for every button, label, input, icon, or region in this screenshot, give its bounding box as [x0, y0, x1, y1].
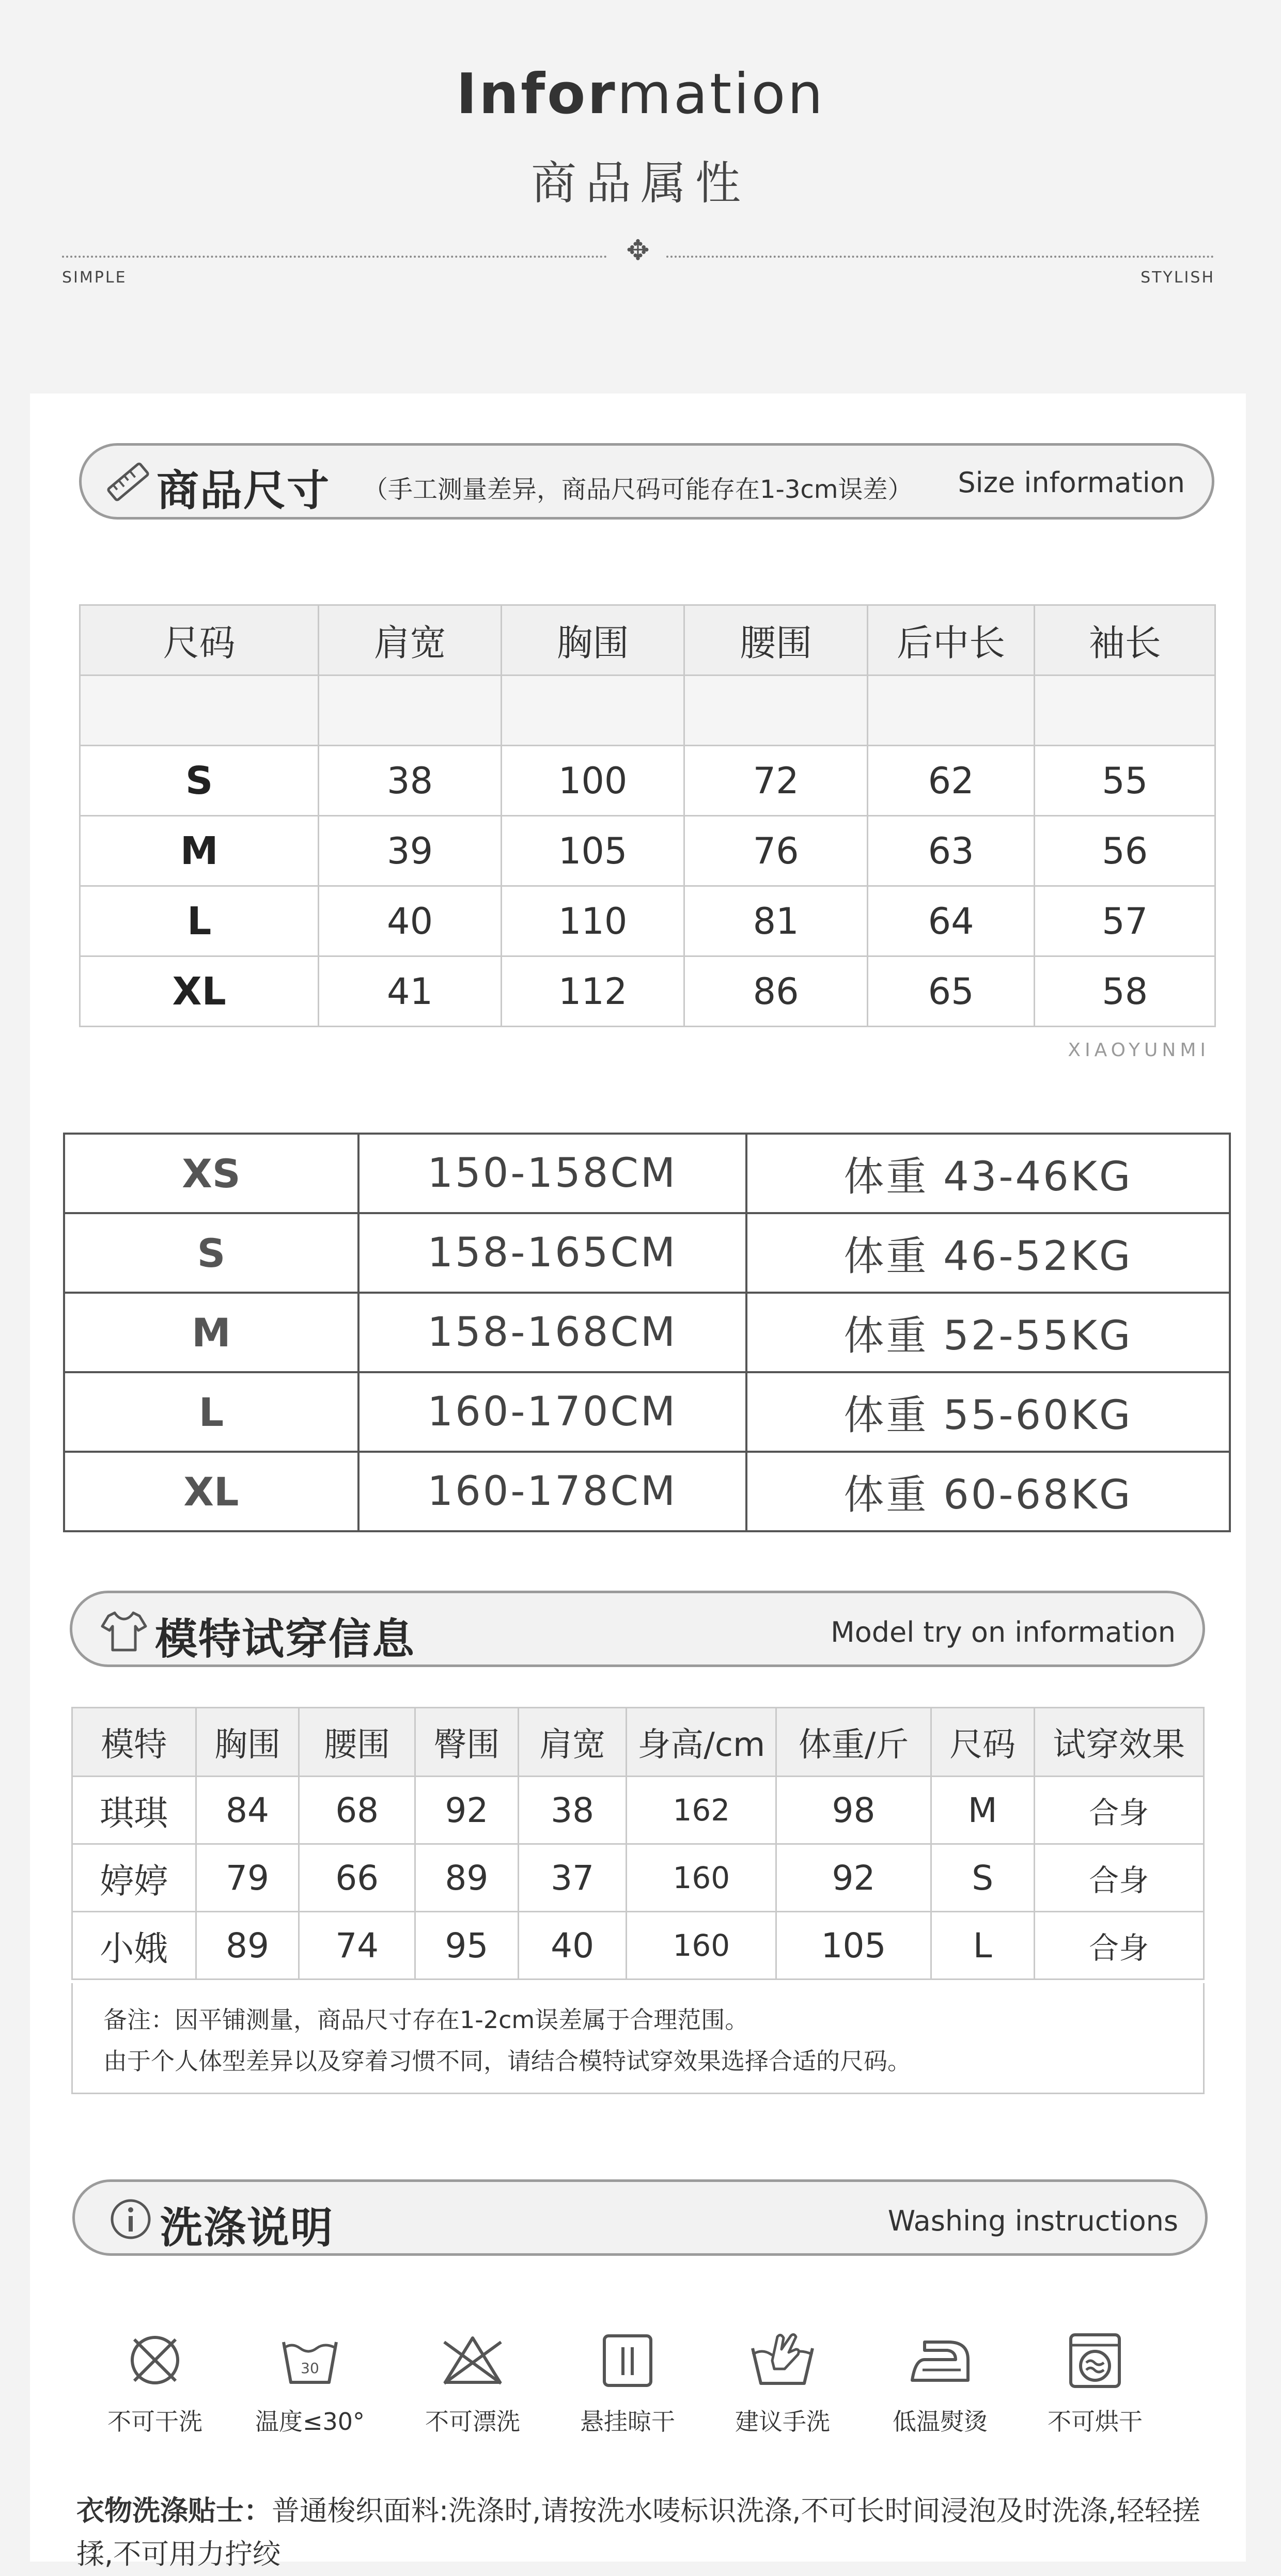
wash-label: 温度≤30°: [255, 2408, 365, 2436]
wash-item: [85, 2327, 225, 2437]
value-cell: 38: [518, 1777, 627, 1844]
model-note-box: [71, 1983, 1205, 2094]
value-cell: 92: [776, 1844, 931, 1912]
shirt-icon: [99, 1606, 149, 1655]
height-cell: 160-178CM: [358, 1452, 746, 1531]
table-row: [80, 886, 1215, 956]
value-cell: 76: [684, 816, 868, 886]
height-cell: 150-158CM: [358, 1134, 746, 1213]
value-cell: 合身: [1034, 1844, 1204, 1912]
tag-stylish: STYLISH: [1141, 269, 1215, 287]
wash-section-title: 洗涤说明: [160, 2204, 334, 2253]
value-cell: 100: [501, 746, 684, 816]
value-cell: 63: [867, 816, 1035, 886]
model-table-header: [72, 1708, 1204, 1777]
height-cell: 158-168CM: [358, 1293, 746, 1372]
size-section-en: Size information: [958, 466, 1185, 499]
value-cell: 84: [196, 1777, 299, 1844]
value-cell: 56: [1035, 816, 1215, 886]
value-cell: 89: [196, 1912, 299, 1980]
header-cell: 模特: [72, 1708, 196, 1777]
value-cell: 41: [319, 956, 502, 1027]
size-table-spacer-row: [80, 676, 1215, 746]
value-cell: 40: [518, 1912, 627, 1980]
header-cell: 肩宽: [518, 1708, 627, 1777]
brand-watermark: XIAOYUNMI: [1068, 1040, 1210, 1061]
header-cell: 胸围: [501, 605, 684, 676]
model-table: [71, 1707, 1205, 1980]
table-row: [72, 1912, 1204, 1980]
wash-item: [240, 2327, 380, 2437]
wash-item: [713, 2327, 852, 2437]
header-cell: 胸围: [196, 1708, 299, 1777]
size-cell: S: [64, 1213, 358, 1293]
weight-cell: 体重 60-68KG: [746, 1452, 1230, 1531]
value-cell: 160: [627, 1844, 776, 1912]
wash-label: 建议手洗: [735, 2408, 830, 2436]
value-cell: 37: [518, 1844, 627, 1912]
value-cell: 89: [415, 1844, 519, 1912]
value-cell: L: [931, 1912, 1034, 1980]
header-cell: 试穿效果: [1034, 1708, 1204, 1777]
size-cell: XL: [64, 1452, 358, 1531]
value-cell: 105: [501, 816, 684, 886]
table-row: [80, 956, 1215, 1027]
model-section-en: Model try on information: [831, 1616, 1176, 1648]
header-cell: 腰围: [684, 605, 868, 676]
header-divider-left: [62, 256, 607, 258]
value-cell: 160: [627, 1912, 776, 1980]
header-cell: 身高/cm: [627, 1708, 776, 1777]
value-cell: 79: [196, 1844, 299, 1912]
table-row: [64, 1134, 1230, 1213]
size-section-note: （手工测量差异，商品尺码可能存在1-3cm误差）: [363, 475, 913, 504]
no-tumble-dry-icon: [1061, 2327, 1129, 2394]
care-tips: [76, 2489, 1223, 2576]
value-cell: 65: [867, 956, 1035, 1027]
height-cell: 158-165CM: [358, 1213, 746, 1293]
size-cell: L: [64, 1372, 358, 1452]
size-table-header: [80, 605, 1215, 676]
size-cell: L: [80, 886, 319, 956]
wash-label: 不可漂洗: [425, 2408, 520, 2436]
height-cell: 160-170CM: [358, 1372, 746, 1452]
wash-item: [870, 2327, 1010, 2437]
model-note-line: 由于个人体型差异以及穿着习惯不同，请结合模特试穿效果选择合适的尺码。: [103, 2047, 911, 2075]
wash-label: 不可干洗: [107, 2408, 202, 2436]
wash-30-icon: [276, 2327, 343, 2394]
model-section-title: 模特试穿信息: [155, 1615, 416, 1664]
value-cell: 112: [501, 956, 684, 1027]
value-cell: 66: [299, 1844, 415, 1912]
header-cell: 袖长: [1035, 605, 1215, 676]
header-cell: 体重/斤: [776, 1708, 931, 1777]
model-section-banner: [70, 1591, 1205, 1667]
size-cell: XL: [80, 956, 319, 1027]
table-row: [64, 1213, 1230, 1293]
value-cell: 合身: [1034, 1912, 1204, 1980]
value-cell: 合身: [1034, 1777, 1204, 1844]
value-cell: 58: [1035, 956, 1215, 1027]
value-cell: 64: [867, 886, 1035, 956]
weight-cell: 体重 55-60KG: [746, 1372, 1230, 1452]
wash-label: 低温熨烫: [893, 2408, 988, 2436]
header-divider-right: [666, 256, 1214, 258]
header-cell: 后中长: [867, 605, 1035, 676]
hand-wash-icon: [746, 2327, 819, 2394]
size-section-title: 商品尺寸: [157, 466, 331, 515]
wash-item: [403, 2327, 542, 2437]
model-note-line: 备注：因平铺测量，商品尺寸存在1-2cm误差属于合理范围。: [103, 2006, 749, 2034]
value-cell: 55: [1035, 746, 1215, 816]
size-section-banner: [79, 443, 1214, 520]
table-row: [80, 816, 1215, 886]
value-cell: 72: [684, 746, 868, 816]
hang-dry-icon: [594, 2327, 661, 2394]
header-cell: 臀围: [415, 1708, 519, 1777]
table-row: [64, 1372, 1230, 1452]
header-cell: 腰围: [299, 1708, 415, 1777]
table-row: [64, 1293, 1230, 1372]
model-name-cell: 琪琪: [72, 1777, 196, 1844]
header-cell: 肩宽: [319, 605, 502, 676]
wash-temp-badge: 30: [301, 2360, 319, 2377]
weight-cell: 体重 46-52KG: [746, 1213, 1230, 1293]
value-cell: 74: [299, 1912, 415, 1980]
value-cell: 62: [867, 746, 1035, 816]
table-row: [80, 746, 1215, 816]
wash-item: [1025, 2327, 1165, 2437]
table-row: [72, 1844, 1204, 1912]
value-cell: 98: [776, 1777, 931, 1844]
value-cell: M: [931, 1777, 1034, 1844]
wash-label: 不可烘干: [1048, 2408, 1143, 2436]
height-weight-table: [63, 1133, 1231, 1532]
model-name-cell: 婷婷: [72, 1844, 196, 1912]
no-bleach-icon: [439, 2327, 506, 2394]
value-cell: 68: [299, 1777, 415, 1844]
size-cell: M: [64, 1293, 358, 1372]
value-cell: 92: [415, 1777, 519, 1844]
tag-simple: SIMPLE: [62, 269, 127, 287]
care-tips-text: 普通梭织面料:洗涤时,请按洗水唛标识洗涤,不可长时间浸泡及时洗涤,轻轻搓揉,不可用力拧绞: [76, 2494, 1200, 2570]
table-row: [64, 1452, 1230, 1531]
wash-section-banner: [72, 2179, 1208, 2256]
header-subtitle: 商品属性: [530, 156, 750, 210]
size-table: [79, 604, 1216, 1027]
value-cell: 38: [319, 746, 502, 816]
value-cell: 162: [627, 1777, 776, 1844]
weight-cell: 体重 43-46KG: [746, 1134, 1230, 1213]
wash-section-en: Washing instructions: [887, 2205, 1178, 2237]
value-cell: 81: [684, 886, 868, 956]
size-cell: S: [80, 746, 319, 816]
value-cell: 105: [776, 1912, 931, 1980]
value-cell: 39: [319, 816, 502, 886]
value-cell: S: [931, 1844, 1034, 1912]
header-cell: 尺码: [80, 605, 319, 676]
info-circle-icon: [106, 2194, 155, 2244]
model-name-cell: 小娥: [72, 1912, 196, 1980]
wash-label: 悬挂晾干: [580, 2408, 675, 2436]
header-title: Information: [456, 62, 825, 127]
value-cell: 95: [415, 1912, 519, 1980]
wash-item: [558, 2327, 697, 2437]
weight-cell: 体重 52-55KG: [746, 1293, 1230, 1372]
no-dry-clean-icon: [121, 2327, 189, 2394]
value-cell: 40: [319, 886, 502, 956]
value-cell: 110: [501, 886, 684, 956]
value-cell: 86: [684, 956, 868, 1027]
ruler-icon: [103, 457, 153, 507]
value-cell: 57: [1035, 886, 1215, 956]
header-cell: 尺码: [931, 1708, 1034, 1777]
size-cell: M: [80, 816, 319, 886]
low-iron-icon: [904, 2327, 976, 2394]
table-row: [72, 1777, 1204, 1844]
care-tips-label: 衣物洗涤贴士：: [76, 2494, 272, 2527]
move-cross-icon: ✥: [626, 234, 650, 266]
size-cell: XS: [64, 1134, 358, 1213]
